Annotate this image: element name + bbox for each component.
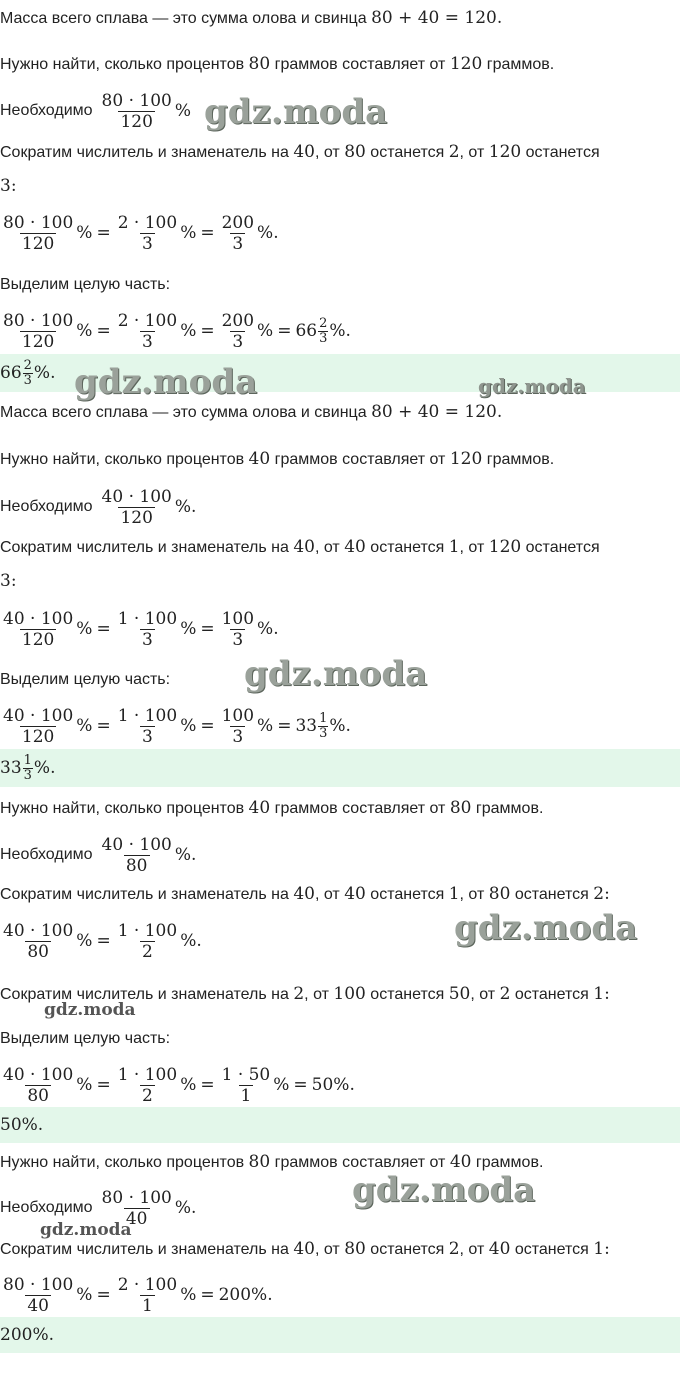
s2-whole: Выделим целую часть: <box>0 671 171 688</box>
fraction: $\frac{80 \cdot 100}{120}$ <box>101 90 172 132</box>
s2-reduce-cont: 3: <box>0 571 17 591</box>
s3-whole: Выделим целую часть: <box>0 1030 171 1047</box>
watermark: gdz.moda <box>244 654 428 694</box>
s4-need: Необходимо $\frac{80 \cdot 100}{40}$ %. <box>0 1187 197 1229</box>
watermark: gdz.moda <box>454 908 638 948</box>
s1-reduce: Сократим числитель и знаменатель на 40, от 80 останется 2, от 120 останется <box>0 142 600 162</box>
s2-result: $\frac{40 \cdot 100}{120}$ % = $\frac{1 \cdot 100}{3}$ % = $\frac{100}{3}$ % = 33 $\frac{1}{3}$ %. <box>3 705 351 747</box>
s1-need: Необходимо $\frac{80 \cdot 100}{120}$ % <box>0 90 191 132</box>
s3-answer: 50%. <box>0 1107 680 1143</box>
s2-equation: $\frac{40 \cdot 100}{120}$ % = $\frac{1 \cdot 100}{3}$ % = $\frac{100}{3}$ %. <box>3 608 279 650</box>
s2-need: Необходимо $\frac{40 \cdot 100}{120}$ %. <box>0 486 197 528</box>
s2-intro: Масса всего сплава — это сумма олова и свинца 80 + 40 = 120. <box>0 402 503 422</box>
watermark: gdz.moda <box>352 1170 536 1210</box>
watermark: gdz.moda <box>40 1220 132 1240</box>
s3-equation: $\frac{40 \cdot 100}{80}$ % = $\frac{1 \cdot 100}{2}$ %. <box>3 920 202 962</box>
s1-result: $\frac{80 \cdot 100}{120}$ % = $\frac{2 \cdot 100}{3}$ % = $\frac{200}{3}$ % = 66 $\frac{2}{3}$ %. <box>3 310 351 352</box>
watermark: gdz.moda <box>204 92 388 132</box>
s4-find: Нужно найти, сколько процентов 80 граммов составляет от 40 граммов. <box>0 1152 544 1172</box>
s2-find: Нужно найти, сколько процентов 40 граммов составляет от 120 граммов. <box>0 449 555 469</box>
s3-result: $\frac{40 \cdot 100}{80}$ % = $\frac{1 \cdot 100}{2}$ % = $\frac{1 \cdot 50}{1}$ % = 50%. <box>3 1064 355 1106</box>
watermark: gdz.moda <box>44 1000 136 1020</box>
s1-find: Нужно найти, сколько процентов 80 граммов составляет от 120 граммов. <box>0 54 555 74</box>
s2-answer: 33 $\frac{1}{3}$ %. <box>0 749 680 787</box>
s2-reduce: Сократим числитель и знаменатель на 40, от 40 останется 1, от 120 останется <box>0 537 600 557</box>
s3-reduce2: Сократим числитель и знаменатель на 2, от 100 останется 50, от 2 останется 1: <box>0 984 610 1004</box>
s3-reduce: Сократим числитель и знаменатель на 40, от 40 останется 1, от 80 останется 2: <box>0 884 610 904</box>
s4-reduce: Сократим числитель и знаменатель на 40, от 80 останется 2, от 40 останется 1: <box>0 1239 610 1259</box>
s3-find: Нужно найти, сколько процентов 40 граммов составляет от 80 граммов. <box>0 798 544 818</box>
s1-intro: Масса всего сплава — это сумма олова и свинца 80 + 40 = 120. <box>0 8 503 28</box>
watermark: gdz.moda <box>74 362 258 402</box>
s1-equation: $\frac{80 \cdot 100}{120}$ % = $\frac{2 \cdot 100}{3}$ % = $\frac{200}{3}$ %. <box>3 212 279 254</box>
s4-equation: $\frac{80 \cdot 100}{40}$ % = $\frac{2 \cdot 100}{1}$ % = 200%. <box>3 1274 273 1316</box>
s1-answer: 66 $\frac{2}{3}$ %. <box>0 354 680 392</box>
watermark: gdz.moda <box>478 374 586 398</box>
s1-whole: Выделим целую часть: <box>0 276 171 293</box>
s1-reduce-cont: 3: <box>0 176 17 196</box>
s4-answer: 200%. <box>0 1317 680 1353</box>
s3-need: Необходимо $\frac{40 \cdot 100}{80}$ %. <box>0 834 197 876</box>
